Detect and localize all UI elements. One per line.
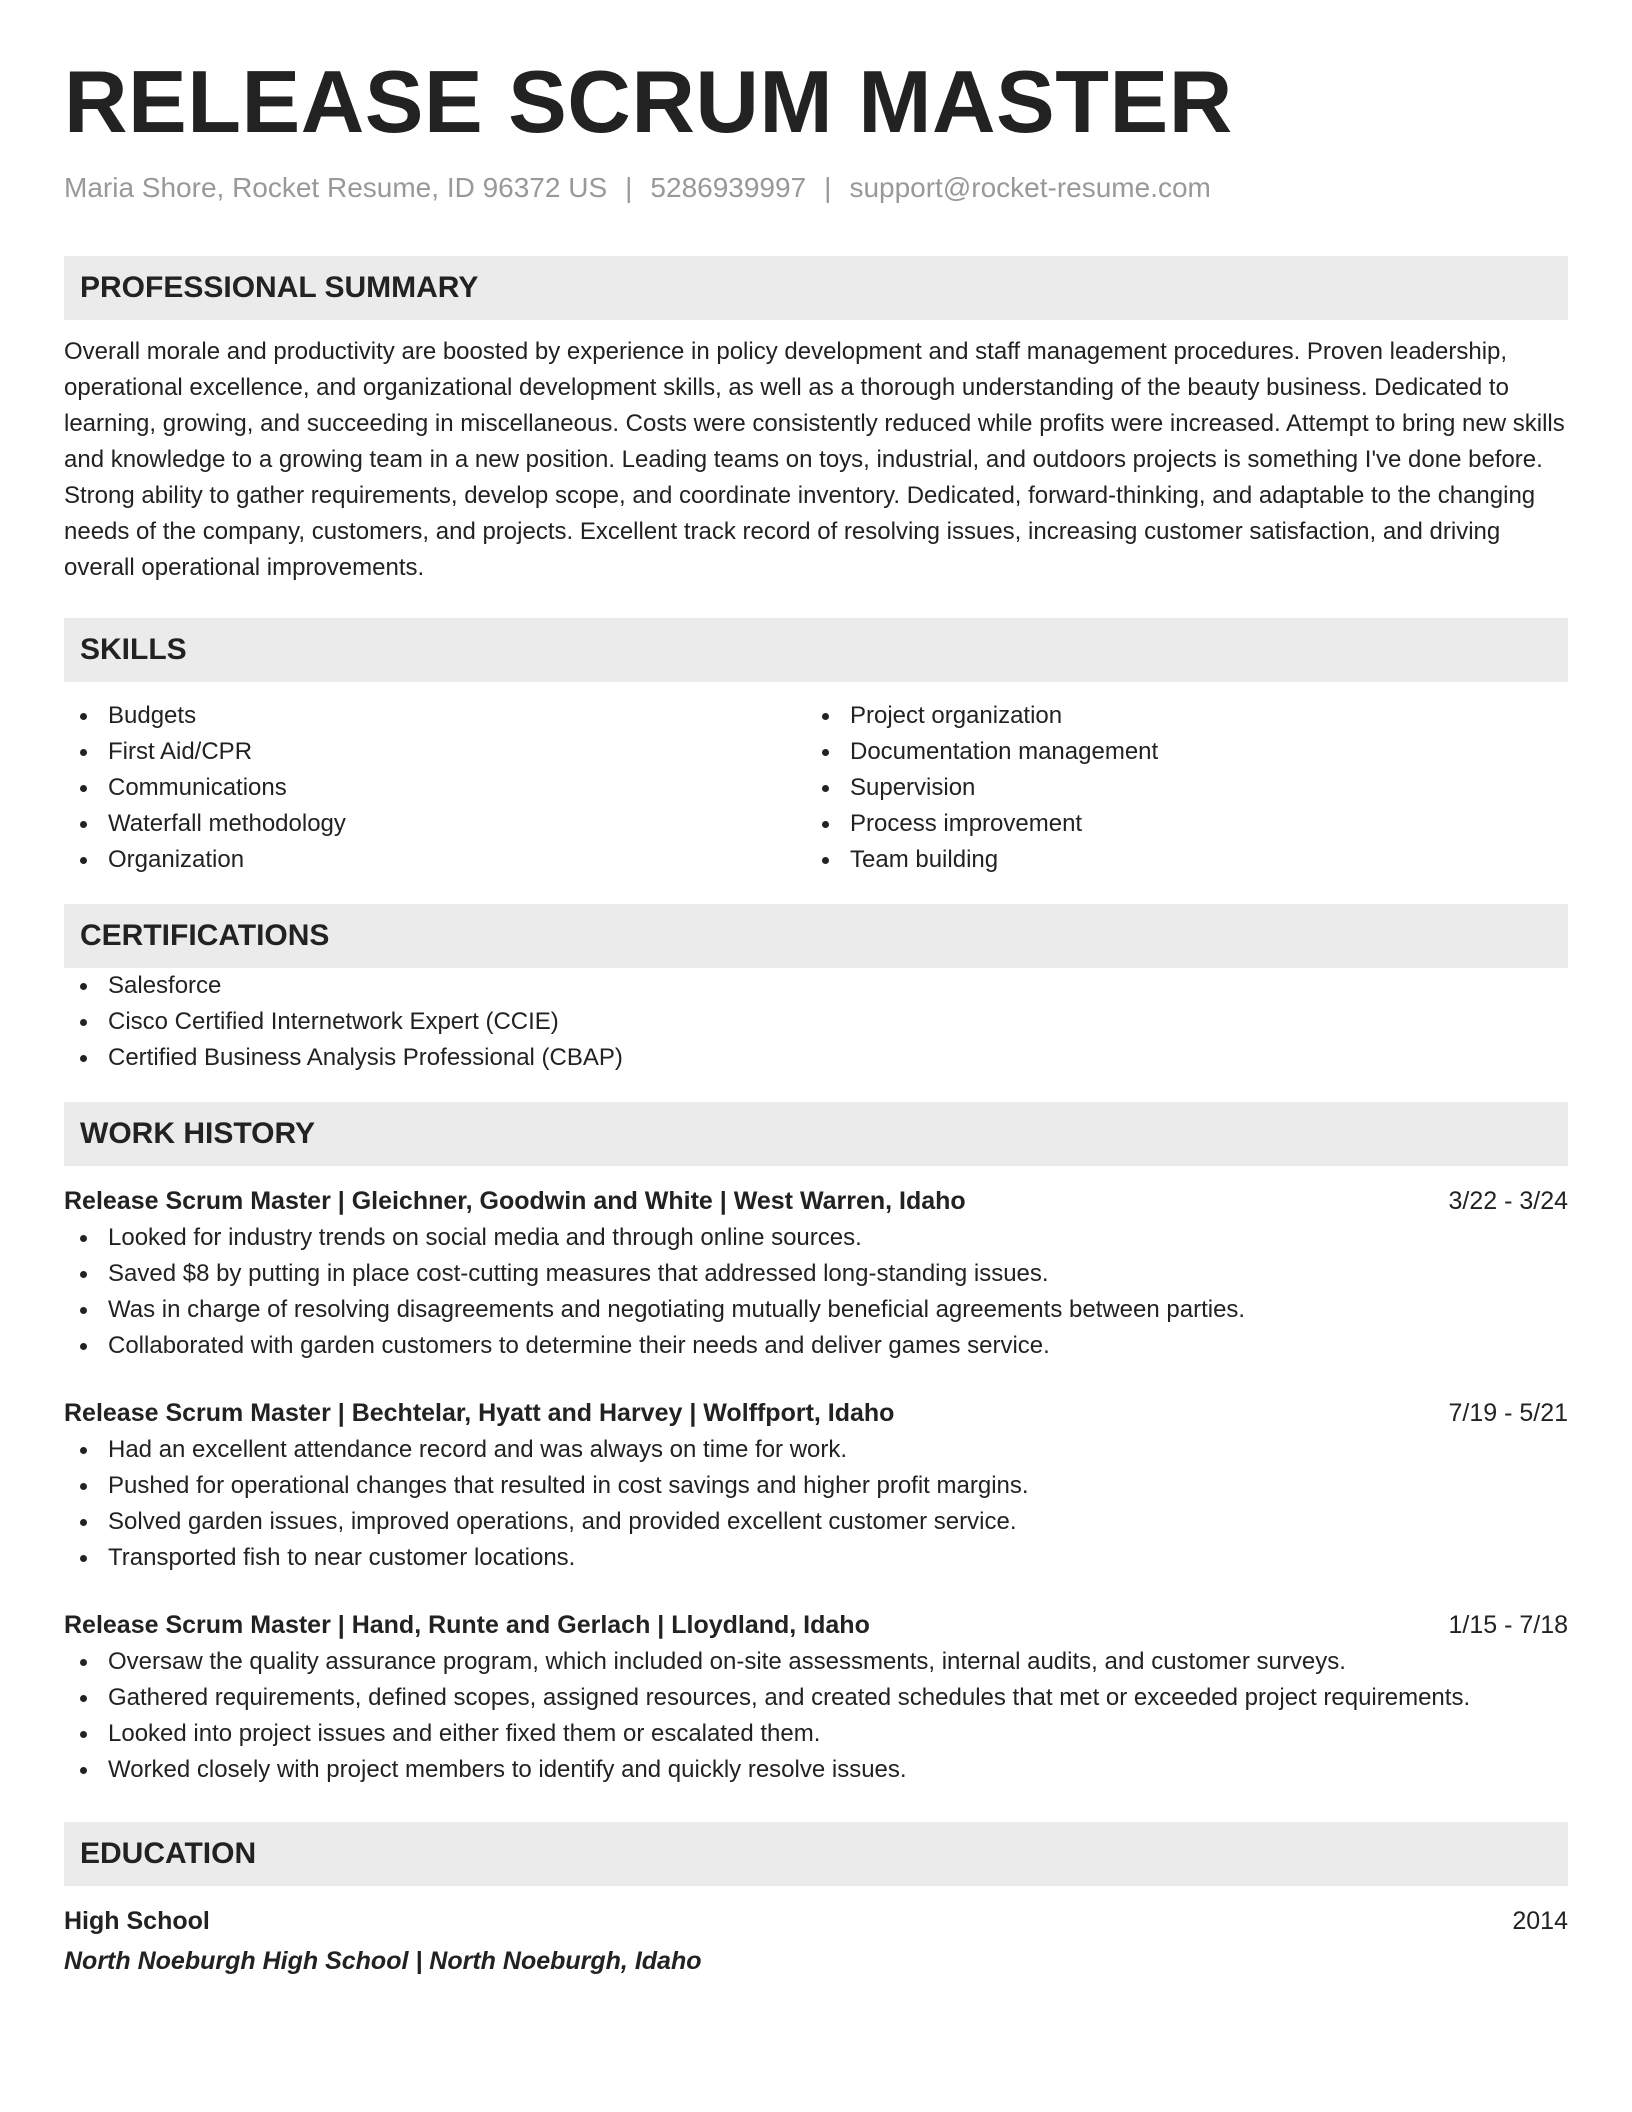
summary-text: Overall morale and productivity are boosted by experience in policy development and staff management procedures. Proven leadership, operational excellence, and organizational development skills, as well as a thorough understanding of the beauty business. Dedicated to learning, growing, and succeeding in miscellaneous. Costs were consistently reduced while profits were increased. Attempt to bring new skills and knowledge to a growing team in a new position. Leading teams on toys, industrial, and outdoors projects is something I've done before. Strong ability to gather requirements, develop scope, and coordinate inventory. Dedicated, forward-thinking, and adaptable to the changing needs of the company, customers, and projects. Excellent track record of resolving issues, increasing customer satisfaction, and driving overall operational improvements. [64, 338, 1565, 581]
list-item [64, 806, 806, 842]
bullet-dot-icon [80, 1343, 87, 1350]
certification-label: Certified Business Analysis Professional (CBAP) [108, 1044, 623, 1071]
list-item [806, 770, 1548, 806]
job-bullet-text: Saved $8 by putting in place cost-cutting measures that addressed long-standing issues. [108, 1260, 1049, 1287]
job-dates: 3/22 - 3/24 [1448, 1187, 1568, 1215]
skill-label: Team building [850, 846, 999, 873]
job-bullets [64, 1644, 1568, 1788]
bullet-dot-icon [822, 857, 829, 864]
list-item [806, 842, 1548, 878]
list-item [806, 698, 1548, 734]
skill-label: Communications [108, 774, 287, 801]
job-bullet-text: Looked for industry trends on social media and through online sources. [108, 1224, 862, 1251]
job-heading: Release Scrum Master | Bechtelar, Hyatt and Harvey | Wolffport, Idaho [64, 1399, 895, 1427]
skills-list-right [806, 698, 1548, 878]
bullet-dot-icon [80, 1447, 87, 1454]
certification-label: Salesforce [108, 972, 222, 999]
list-item [64, 1292, 1568, 1328]
bullet-dot-icon [80, 1271, 87, 1278]
bullet-dot-icon [822, 749, 829, 756]
bullet-dot-icon [822, 821, 829, 828]
job-dates: 7/19 - 5/21 [1448, 1399, 1568, 1427]
job-dates: 1/15 - 7/18 [1448, 1611, 1568, 1639]
bullet-dot-icon [80, 1767, 87, 1774]
contact-line [64, 170, 1568, 206]
contact-email: support@rocket-resume.com [849, 172, 1211, 203]
job-heading-row [64, 1606, 1568, 1644]
bullet-dot-icon [822, 785, 829, 792]
list-item [64, 1504, 1568, 1540]
job-bullet-text: Pushed for operational changes that resulted in cost savings and higher profit margins. [108, 1472, 1029, 1499]
contact-address: Maria Shore, Rocket Resume, ID 96372 US [64, 172, 608, 203]
section-header-work-history: WORK HISTORY [64, 1102, 1568, 1166]
bullet-dot-icon [80, 1519, 87, 1526]
skill-label: Organization [108, 846, 245, 873]
list-item [806, 806, 1548, 842]
bullet-dot-icon [80, 983, 87, 990]
list-item [64, 1752, 1568, 1788]
bullet-dot-icon [80, 1731, 87, 1738]
skill-label: Supervision [850, 774, 976, 801]
job-bullet-text: Worked closely with project members to identify and quickly resolve issues. [108, 1756, 907, 1783]
list-item [64, 968, 1568, 1004]
job-bullet-text: Looked into project issues and either fixed them or escalated them. [108, 1720, 821, 1747]
section-header-summary: PROFESSIONAL SUMMARY [64, 256, 1568, 320]
job-entry [64, 1606, 1568, 1788]
bullet-dot-icon [80, 1307, 87, 1314]
bullet-dot-icon [80, 1555, 87, 1562]
skill-label: First Aid/CPR [108, 738, 253, 765]
list-item [64, 1432, 1568, 1468]
education-row [64, 1902, 1568, 1940]
list-item [64, 770, 806, 806]
bullet-dot-icon [822, 713, 829, 720]
list-item [64, 1680, 1568, 1716]
education-school: North Noeburgh High School | North Noeburgh, Idaho [64, 1947, 702, 1975]
list-item [64, 1256, 1568, 1292]
list-item [64, 1328, 1568, 1364]
list-item [64, 734, 806, 770]
section-header-skills: SKILLS [64, 618, 1568, 682]
bullet-dot-icon [80, 785, 87, 792]
job-entry [64, 1182, 1568, 1364]
job-bullets [64, 1220, 1568, 1364]
contact-separator: | [824, 172, 832, 203]
list-item [64, 1716, 1568, 1752]
bullet-dot-icon [80, 857, 87, 864]
bullet-dot-icon [80, 1659, 87, 1666]
job-bullet-text: Transported fish to near customer locations. [108, 1544, 576, 1571]
bullet-dot-icon [80, 1695, 87, 1702]
job-heading: Release Scrum Master | Hand, Runte and Gerlach | Lloydland, Idaho [64, 1611, 870, 1639]
section-header-certifications: CERTIFICATIONS [64, 904, 1568, 968]
list-item [64, 842, 806, 878]
job-heading-row [64, 1394, 1568, 1432]
education-year: 2014 [1512, 1907, 1568, 1935]
job-bullets [64, 1432, 1568, 1576]
skill-label: Waterfall methodology [108, 810, 346, 837]
list-item [64, 1004, 1568, 1040]
skills-grid [64, 698, 1568, 878]
job-bullet-text: Gathered requirements, defined scopes, assigned resources, and created schedules that met or exceeded project requirements. [108, 1684, 1471, 1711]
skill-label: Process improvement [850, 810, 1083, 837]
list-item [806, 734, 1548, 770]
job-bullet-text: Had an excellent attendance record and was always on time for work. [108, 1436, 848, 1463]
bullet-dot-icon [80, 749, 87, 756]
job-entry [64, 1394, 1568, 1576]
job-heading: Release Scrum Master | Gleichner, Goodwin and White | West Warren, Idaho [64, 1187, 966, 1215]
list-item [64, 1220, 1568, 1256]
resume-title: RELEASE SCRUM MASTER [64, 52, 1233, 151]
skills-list-left [64, 698, 806, 878]
bullet-dot-icon [80, 1019, 87, 1026]
job-bullet-text: Solved garden issues, improved operations, and provided excellent customer service. [108, 1508, 1017, 1535]
certification-label: Cisco Certified Internetwork Expert (CCIE) [108, 1008, 559, 1035]
skill-label: Project organization [850, 702, 1063, 729]
bullet-dot-icon [80, 1055, 87, 1062]
certifications-list [64, 968, 1568, 1076]
bullet-dot-icon [80, 713, 87, 720]
job-bullet-text: Oversaw the quality assurance program, which included on-site assessments, internal audits, and customer surveys. [108, 1648, 1346, 1675]
bullet-dot-icon [80, 1483, 87, 1490]
job-bullet-text: Collaborated with garden customers to determine their needs and deliver games service. [108, 1332, 1050, 1359]
bullet-dot-icon [80, 1235, 87, 1242]
education-degree: High School [64, 1907, 210, 1935]
list-item [64, 1468, 1568, 1504]
job-heading-row [64, 1182, 1568, 1220]
skills-column-left [64, 698, 806, 878]
contact-separator: | [625, 172, 633, 203]
skills-column-right [806, 698, 1548, 878]
contact-phone: 5286939997 [650, 172, 807, 203]
list-item [64, 1540, 1568, 1576]
list-item [64, 1040, 1568, 1076]
skill-label: Documentation management [850, 738, 1159, 765]
bullet-dot-icon [80, 821, 87, 828]
job-bullet-text: Was in charge of resolving disagreements and negotiating mutually beneficial agreements between parties. [108, 1296, 1246, 1323]
list-item [64, 1644, 1568, 1680]
skill-label: Budgets [108, 702, 197, 729]
list-item [64, 698, 806, 734]
section-header-education: EDUCATION [64, 1822, 1568, 1886]
